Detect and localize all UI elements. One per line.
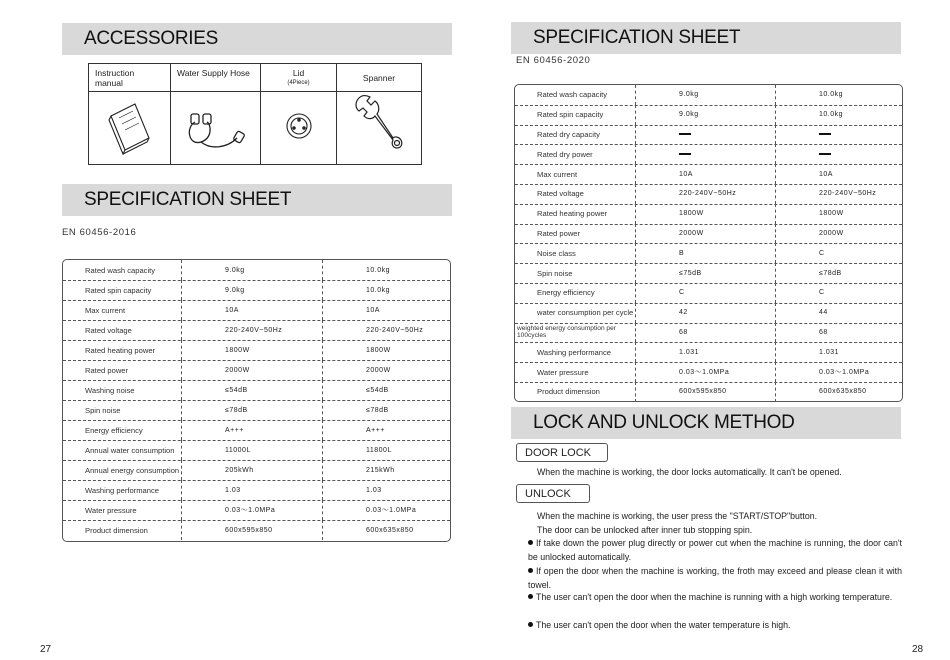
spec-value: 1800W [819,210,844,218]
spec-value: 10A [819,170,833,178]
spec-value: 215kWh [366,466,395,474]
accessories-table [88,63,422,165]
spec-value: 11000L [225,446,251,454]
spec-row [515,144,902,165]
page-number-right: 28 [912,644,924,655]
spec-row [515,125,902,146]
spec-value: 10.0kg [819,91,844,99]
spec-label: Spin noise [85,405,121,415]
spec-row [515,283,902,304]
spec-left-standard: EN 60456-2016 [62,227,137,238]
spec-row [63,400,450,421]
spec-row [63,440,450,461]
hose-icon [171,92,260,164]
spec-row [63,300,450,321]
spec-value: 1.03 [366,486,382,494]
accessory-label: Instruction manual [89,64,170,92]
spec-label: Product dimension [85,525,148,535]
spec-value: 220-240V~50Hz [679,190,737,198]
spec-value [775,144,915,164]
spec-left-title: SPECIFICATION SHEET [62,184,452,216]
spec-value: 2000W [679,229,704,237]
bullet-icon [528,568,533,573]
dash-icon [679,133,691,135]
spec-value: 44 [819,309,828,317]
spec-row [515,204,902,225]
dash-icon [819,153,831,155]
spec-value: B [679,249,685,257]
spec-label: water consumption per cycle [537,308,634,318]
spec-label: Product dimension [537,387,600,397]
spec-label: Annual water consumption [85,445,175,455]
spec-value: 2000W [366,366,391,374]
spec-value: 10A [679,170,693,178]
spec-value: 1800W [366,346,391,354]
accessories-title: ACCESSORIES [62,23,452,55]
spec-label: Rated spin capacity [85,285,152,295]
spec-row [63,360,450,381]
spec-label: Rated power [537,228,581,238]
spec-label: Rated wash capacity [85,265,156,275]
unlock-bullet: If take down the power plug directly or power cut when the machine is running, the door can't be unlocked automatically. [528,538,902,563]
spec-value: 600x635x850 [819,388,867,396]
spec-row [63,500,450,521]
spec-value: 600x595x850 [679,388,727,396]
spec-value: 600x595x850 [225,526,273,534]
accessory-cell [171,64,261,164]
spec-row [63,380,450,401]
spec-row [63,320,450,341]
spec-value [635,125,775,145]
spec-row [515,323,902,344]
spec-value: 10A [366,306,380,314]
accessory-cell [89,64,171,164]
spec-value: 10.0kg [366,266,391,274]
spec-row [63,260,450,281]
spec-row [515,382,902,402]
spec-value [775,125,915,145]
spec-label: Water pressure [537,367,589,377]
spec-value: C [819,249,825,257]
unlock-text-1: When the machine is working, the user press the "START/STOP"button. [537,511,818,521]
spec-value: A+++ [366,426,385,434]
spec-value: 10A [225,306,239,314]
spec-value: 68 [819,328,828,336]
spec-value: C [679,289,685,297]
spec-row [63,340,450,361]
unlock-bullet: The user can't open the door when the machine is running with a high working temperature. [528,590,902,604]
unlock-text-2: The door can be unlocked after inner tub stopping spin. [537,525,753,535]
spec-row [515,164,902,185]
spec-row [515,85,902,106]
spec-value: 0.03～1.0MPa [225,507,276,514]
spec-right-standard: EN 60456-2020 [516,55,591,66]
spec-value: 205kWh [225,466,254,474]
spec-right-title: SPECIFICATION SHEET [511,22,901,54]
spec-label: Water pressure [85,505,137,515]
accessory-cell [337,64,421,164]
spec-row [515,303,902,324]
spec-value: 1.031 [679,348,700,356]
spec-value: 0.03～1.0MPa [819,369,870,377]
spec-value: 9.0kg [225,266,245,274]
spec-row [63,520,450,540]
spec-value: 2000W [225,366,250,374]
spec-value: C [819,289,825,297]
spec-value: 42 [679,309,688,317]
spec-row [515,105,902,126]
spec-label: Rated dry power [537,149,593,159]
spec-value: 1800W [679,210,704,218]
spec-row [515,263,902,284]
spanner-icon [337,92,421,164]
spec-label: Rated heating power [85,345,156,355]
spec-value: A+++ [225,426,244,434]
spec-label: Max current [537,169,578,179]
accessory-cell [261,64,337,164]
spec-row [63,480,450,501]
spec-value: ≤75dB [679,269,702,277]
spec-label: Rated voltage [85,325,132,335]
bullet-icon [528,540,533,545]
unlock-bullet: The user can't open the door when the water temperature is high. [528,618,902,632]
spec-value: 9.0kg [679,111,699,119]
spec-value: 10.0kg [366,286,391,294]
spec-label: Washing performance [537,347,612,357]
manual-icon [89,92,170,164]
spec-value: 9.0kg [225,286,245,294]
spec-label: Washing performance [85,485,160,495]
spec-label: weighted energy consumption per 100cycles [517,325,616,340]
spec-value: 600x635x850 [366,526,414,534]
spec-value: 220-240V~50Hz [819,190,877,198]
dash-icon [819,133,831,135]
spec-label: Noise class [537,248,576,258]
spec-label: Energy efficiency [537,288,595,298]
spec-label: Energy efficiency [85,425,143,435]
spec-value: 11800L [366,446,392,454]
spec-value: 10.0kg [819,111,844,119]
dash-icon [679,153,691,155]
spec-row [515,362,902,383]
spec-value: ≤78dB [225,406,248,414]
spec-value: ≤78dB [819,269,842,277]
spec-label: Rated heating power [537,209,608,219]
spec-value: 9.0kg [679,91,699,99]
spec-label: Spin noise [537,268,573,278]
spec-value: 1.031 [819,348,840,356]
spec-left-table [62,259,451,542]
spec-row [515,342,902,363]
spec-value: 2000W [819,229,844,237]
accessory-label: Lid (4Piece) [261,64,336,92]
page-number-left: 27 [40,644,52,655]
accessory-label: Water Supply Hose [171,64,260,92]
spec-label: Rated power [85,365,129,375]
lock-title: LOCK AND UNLOCK METHOD [511,407,901,439]
spec-right-table [514,84,903,402]
spec-value: 1.03 [225,486,241,494]
unlock-bullet: If open the door when the machine is working, the froth may exceed and please clean it with towel. [528,566,902,591]
spec-value: 220-240V~50Hz [366,326,424,334]
spec-label: Rated voltage [537,189,584,199]
spec-value: 68 [679,328,688,336]
lid-icon [261,92,336,164]
spec-label: Rated spin capacity [537,110,604,120]
spec-row [63,280,450,301]
spec-row [515,184,902,205]
accessory-label: Spanner [337,64,421,92]
spec-row [63,420,450,441]
unlock-label: UNLOCK [516,484,590,503]
spec-row [515,243,902,264]
bullet-icon [528,594,533,599]
spec-value: 0.03～1.0MPa [366,507,417,514]
spec-label: Annual energy consumption [85,465,180,475]
spec-label: Washing noise [85,385,135,395]
spec-value: 0.03～1.0MPa [679,369,730,377]
spec-row [63,460,450,481]
spec-value: ≤54dB [366,386,389,394]
spec-value: 1800W [225,346,250,354]
spec-value: ≤54dB [225,386,248,394]
door-lock-text: When the machine is working, the door locks automatically. It can't be opened. [537,467,842,477]
spec-value: ≤78dB [366,406,389,414]
spec-value: 220-240V~50Hz [225,326,283,334]
spec-row [515,224,902,245]
bullet-icon [528,622,533,627]
door-lock-label: DOOR LOCK [516,443,608,462]
spec-value [635,144,775,164]
spec-label: Max current [85,305,126,315]
spec-label: Rated wash capacity [537,90,608,100]
spec-label: Rated dry capacity [537,129,600,139]
